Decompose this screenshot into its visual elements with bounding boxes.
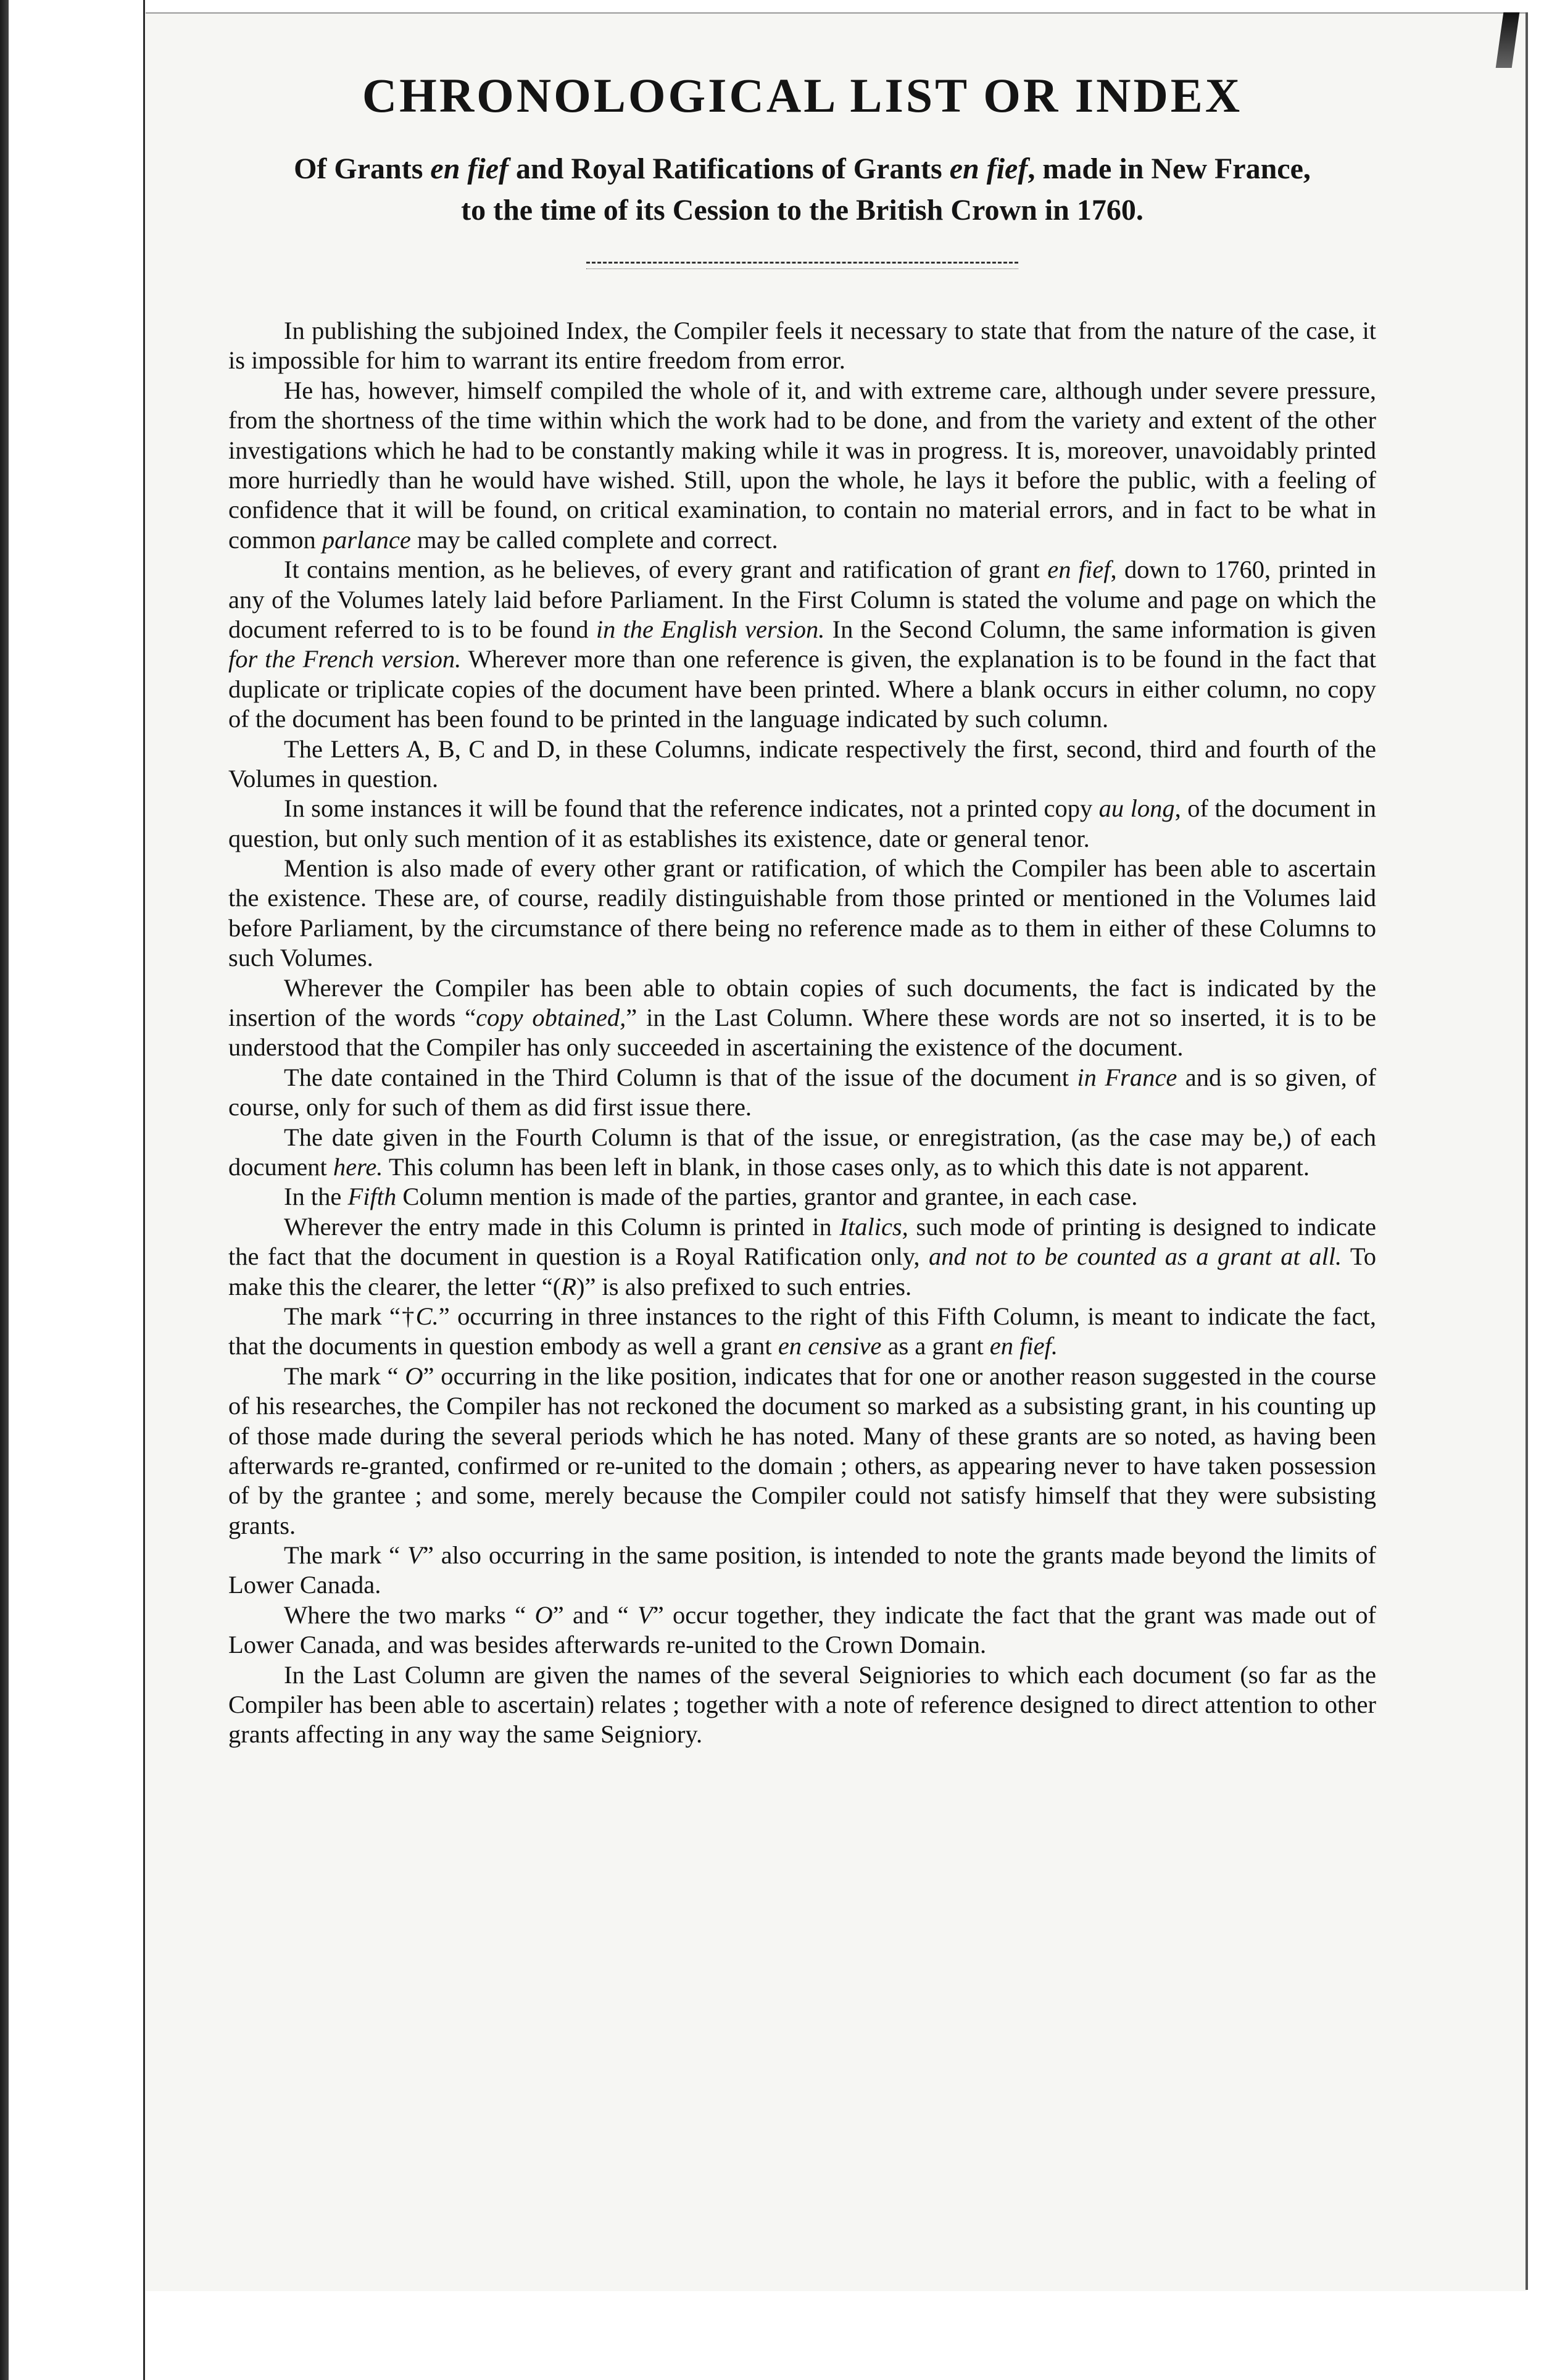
body-text — [228, 316, 1376, 1750]
scan-left-edge — [0, 0, 9, 2380]
subtitle-text: and Royal Ratifications of Grants — [509, 152, 950, 185]
paragraph-text: , of the document in question, but only such mention of it as establishes its existence, date or general tenor. — [228, 794, 1376, 852]
italic-text: C. — [415, 1302, 439, 1330]
paragraph-text: In the — [284, 1183, 348, 1211]
paragraph-text: Wherever the Compiler has been able to obtain copies of such documents, the fact is indicated by the insertion of the words “ — [228, 973, 1376, 1032]
paragraph-text: , down to 1760, printed in any of the Volumes lately laid before Parliament. In the First Column is stated the volume and page on which the document referred to is to be found — [228, 555, 1376, 643]
paragraph-text: Where the two marks “ — [284, 1600, 535, 1629]
paragraph-text: Wherever more than one reference is given, the explanation is to be found in the fact that duplicate or triplicate copies of the document have been printed. Where a blank occurs in either column, no copy of the document has been found to be printed in the language indicated by such column. — [228, 645, 1377, 733]
document-title: CHRONOLOGICAL LIST OR INDEX — [362, 69, 1243, 122]
italic-text: O — [405, 1362, 423, 1390]
italic-text: en fief. — [989, 1332, 1058, 1360]
body-paragraph — [228, 1123, 1376, 1183]
body-paragraph — [228, 1660, 1376, 1750]
document-subtitle — [228, 148, 1376, 231]
subtitle-italic: en fief — [949, 152, 1028, 185]
paragraph-text: such mode of printing is designed to indicate the fact that the document in question is a Royal Ratification only, — [228, 1212, 1376, 1271]
body-paragraph — [228, 973, 1376, 1063]
body-paragraph — [228, 854, 1376, 973]
paragraph-text: ” occur together, they indicate the fact that the grant was made out of Lower Canada, and was besides afterwards re-united to the Crown Domain. — [228, 1600, 1376, 1659]
italic-text: V — [637, 1600, 653, 1629]
paragraph-text: ” and “ — [552, 1600, 637, 1629]
paragraph-text: The mark “ — [284, 1362, 405, 1390]
paragraph-text: as a grant — [881, 1332, 990, 1360]
paragraph-text: Wherever the entry made in this Column is printed in — [284, 1212, 840, 1241]
italic-text: parlance — [322, 525, 411, 554]
paragraph-text: The mark “ — [284, 1541, 408, 1570]
italic-text: en censive — [778, 1332, 882, 1360]
italic-text: and not to be counted as a grant at all. — [928, 1242, 1342, 1271]
paragraph-text: )” is also prefixed to such entries. — [576, 1272, 912, 1300]
paragraph-text: This column has been left in blank, in those cases only, as to which this date is not apparent. — [383, 1153, 1310, 1181]
page-gutter-line — [143, 0, 145, 2380]
body-paragraph — [228, 1302, 1376, 1362]
body-paragraph — [228, 1182, 1376, 1212]
italic-text: for the French version. — [228, 645, 462, 673]
italic-text: here. — [333, 1153, 383, 1181]
paragraph-text: In publishing the subjoined Index, the Compiler feels it necessary to state that from the nature of the case, it is impossible for him to warrant its entire freedom from error. — [228, 317, 1376, 375]
sheet-right-edge — [1526, 12, 1528, 2290]
ornamental-rule — [586, 262, 1018, 269]
paragraph-text: In some instances it will be found that the reference indicates, not a printed copy — [284, 794, 1099, 823]
italic-text: au long — [1098, 794, 1175, 823]
italic-text: O — [534, 1600, 553, 1629]
subtitle-italic: en fief — [430, 152, 509, 185]
body-paragraph — [228, 1212, 1376, 1302]
paragraph-text: ” occurring in three instances to the right of this Fifth Column, is meant to indicate the fact, that the documents in question embody as well a grant — [228, 1302, 1377, 1360]
subtitle-text: , made in New France, — [1027, 152, 1311, 185]
paragraph-text: Column mention is made of the parties, grantor and grantee, in each case. — [396, 1183, 1138, 1211]
paragraph-text: ” in the Last Column. Where these words are not so inserted, it is to be understood that the Compiler has only succeeded in ascertaining the existence of the document. — [228, 1004, 1376, 1062]
body-paragraph — [228, 555, 1376, 734]
italic-text: in France — [1077, 1063, 1177, 1091]
paragraph-text: To make this the clearer, the letter “( — [228, 1242, 1376, 1300]
paragraph-text: The date given in the Fourth Column is that of the issue, or enregistration, (as the case may be,) of each document — [228, 1123, 1376, 1181]
body-paragraph — [228, 376, 1376, 555]
body-paragraph — [228, 1600, 1376, 1660]
paragraph-text: ” also occurring in the same position, is intended to note the grants made beyond the limits of Lower Canada. — [228, 1541, 1377, 1599]
italic-text: en fief — [1047, 555, 1111, 584]
body-paragraph — [228, 1541, 1376, 1600]
italic-text: copy obtained, — [476, 1004, 626, 1032]
paragraph-text: The mark “† — [284, 1302, 416, 1330]
paragraph-text: It contains mention, as he believes, of every grant and ratification of grant — [284, 555, 1048, 584]
subtitle-text: Of Grants — [294, 152, 431, 185]
body-paragraph — [228, 1362, 1376, 1541]
italic-text: R — [561, 1272, 576, 1300]
body-paragraph — [228, 794, 1376, 854]
paragraph-text: and is so given, of course, only for such of them as did first issue there. — [228, 1063, 1376, 1121]
page-content — [228, 68, 1376, 1750]
body-paragraph — [228, 1063, 1376, 1123]
paragraph-text: In the Last Column are given the names of the several Seigniories to which each document (so far as the Compiler has been able to ascertain) relates ; together with a note of reference designed to direct attention to other grants affecting in any way the same Seigniory. — [228, 1660, 1376, 1749]
body-paragraph — [228, 734, 1376, 794]
paragraph-text: The Letters A, B, C and D, in these Columns, indicate respectively the first, second, third and fourth of the Volumes in question. — [228, 734, 1376, 793]
italic-text: in the English version. — [596, 615, 825, 643]
italic-text: V — [407, 1541, 423, 1570]
scan-bottom-margin — [146, 2291, 1528, 2380]
italic-text: Italics, — [839, 1212, 908, 1241]
paragraph-text: ” occurring in the like position, indicates that for one or another reason suggested in the course of his researches, the Compiler has not reckoned the document so marked as a subsisting grant, in his counting up of those made during the several periods which he has noted. Many of these grants are so noted, as having been afterwards re-granted, confirmed or re-united to the domain ; others, as appearing never to have taken possession of by the grantee ; and some, merely because the Compiler could not satisfy himself that they were subsisting grants. — [228, 1362, 1376, 1539]
body-paragraph — [228, 316, 1376, 376]
paragraph-text: In the Second Column, the same information is given — [824, 615, 1377, 643]
paragraph-text: Mention is also made of every other grant or ratification, of which the Compiler has been able to ascertain the existence. These are, of course, readily distinguishable from those printed or mentioned in the Volumes laid before Parliament, by the circumstance of there being no reference made as to them in either of these Columns to such Volumes. — [228, 854, 1376, 972]
paragraph-text: He has, however, himself compiled the whole of it, and with extreme care, although under severe pressure, from the shortness of the time within which the work had to be done, and from the variety and extent of the other investigations which he had to be constantly making while it was in progress. It is, moreover, unavoidably printed more hurriedly than he would have wished. Still, upon the whole, he lays it before the public, with a feeling of confidence that it will be found, on critical examination, to contain no material errors, and in fact to be what in common — [228, 376, 1376, 554]
subtitle-text: to the time of its Cession to the British Crown in 1760. — [461, 193, 1144, 227]
italic-text: Fifth — [347, 1183, 397, 1211]
paragraph-text: The date contained in the Third Column is that of the issue of the document — [284, 1063, 1077, 1091]
paragraph-text: may be called complete and correct. — [410, 525, 778, 554]
